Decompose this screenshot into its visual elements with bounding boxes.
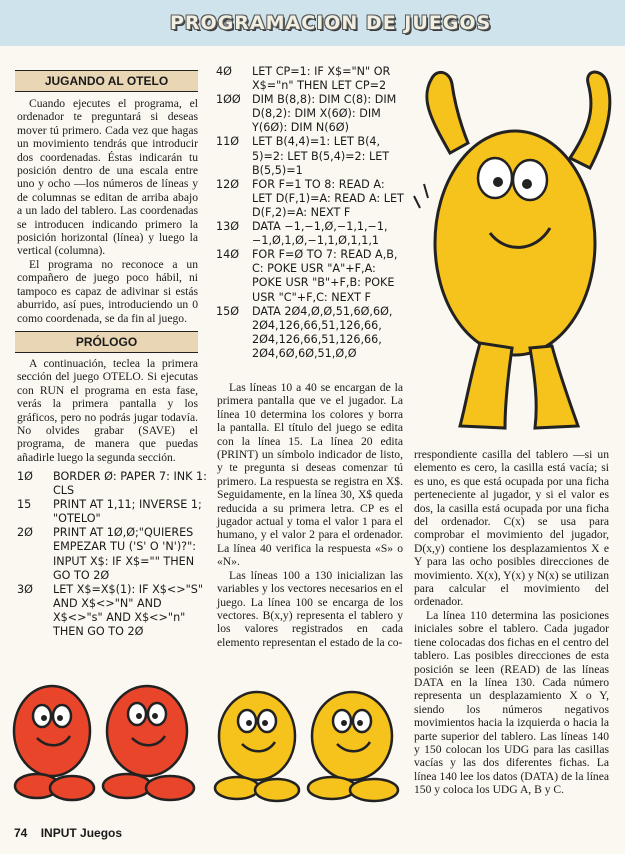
jugando-paragraph-2: El programa no reconoce a un compañero de juego poco hábil, ni tampoco es capaz de adivinar si estás aburrido, así pues, introduciendo un 0 como coordenada, se da fin al juego.	[17, 257, 198, 325]
code-text: B(5,5)=1	[252, 163, 303, 177]
code-text: PRINT AT 1Ø,Ø;"QUIERES	[53, 526, 194, 540]
code-text: C: POKE USR "A"+F,A:	[252, 262, 376, 276]
code-text: DATA 2Ø4,Ø,Ø,51,6Ø,6Ø,	[252, 304, 393, 318]
code-line-number: 1Ø	[17, 470, 33, 483]
explanation-lines-10-40: Las líneas 10 a 40 se encargan de la primera pantalla que ve el jugador. La línea 10 determina los colores y borra la pantalla. El título del juego se edita con la línea 15. La línea 20 edita (PRINT) un símbolo indicador de listo, y te pregunta si deseas comenzar tú primero. La respuesta se registra en X$. Seguidamente, en la línea 30, X$ queda reducida a su primera letra. CP es el jugador actual y toma el valor 1 para el humano, y el valor 2 para el ordenador. La línea 40 verifica la respuesta «S» o «N».	[217, 381, 403, 569]
code-line-number: 11Ø	[216, 135, 240, 149]
code-text: LET CP=1: IF X$="N" OR	[252, 65, 391, 78]
code-line	[216, 220, 412, 248]
code-line	[17, 498, 207, 526]
code-line	[17, 470, 207, 498]
code-text: LET X$=X$(1): IF X$<>"S"	[53, 582, 204, 596]
code-line-number: 2Ø	[17, 526, 33, 540]
code-line	[216, 135, 412, 177]
code-text: 2Ø4,126,66,51,126,66,	[252, 332, 382, 346]
code-text: X$="n" THEN LET CP=2	[252, 79, 387, 93]
code-text: FOR F=1 TO 8: READ A:	[252, 177, 385, 191]
explanation-lines-110-150: La línea 110 determina las posiciones iniciales sobre el tablero. Cada jugador tiene colocadas dos fichas en el centro del tablero. Las posibles direcciones de esta posición se leen (READ) de las líneas DATA en la línea 130. Cada número representa un desplazamiento X o Y, siendo los números negativos movimientos hacia la izquierda o hacia la parte superior del tablero. Las líneas 140 y 150 colocan los UDG para las casillas vacías y las dos diferentes fichas. La línea 140 lee los datos (DATA) de la línea 150 y coloca los UDG A, B y C.	[414, 608, 609, 797]
code-listing-middle	[216, 65, 412, 361]
page-footer	[14, 826, 122, 840]
code-text: D(8,2): DIM X(6Ø): DIM	[252, 107, 381, 121]
explanation-continuation: rrespondiente casilla del tablero —si un elemento es cero, la casilla está vacía; si es uno, es que está ocupada por una ficha perteneciente al jugador, y si el valor es dos, la casilla está ocupada por una ficha del ordenador. C(x) se usa para comprobar el movimiento del jugador, D(x,y) contiene los desplazamientos X e Y para las ocho posibles direcciones de movimiento. X(x), Y(x) y N(x) se utilizan para calcular el movimiento del ordenador.	[414, 448, 609, 609]
code-text: THEN GO TO 2Ø	[53, 625, 144, 639]
code-line	[216, 305, 412, 361]
code-line	[17, 526, 207, 582]
code-text: 2Ø4,126,66,51,126,66,	[252, 318, 382, 332]
code-text: 5)=2: LET B(5,4)=2: LET	[252, 149, 390, 163]
code-line-number: 13Ø	[216, 220, 240, 234]
code-line-number: 15	[17, 498, 32, 512]
code-line-number: 4Ø	[216, 65, 232, 78]
code-text: Y(6Ø): DIM N(6Ø)	[252, 121, 349, 135]
code-text: EMPEZAR TU ('S' O 'N')?":	[53, 540, 197, 554]
explanation-middle	[217, 381, 403, 649]
code-listing-left	[17, 470, 207, 639]
section-heading-prologo: PRÓLOGO	[15, 331, 198, 353]
code-text: FOR F=Ø TO 7: READ A,B,	[252, 248, 398, 262]
code-text: AND X$<>"N" AND	[53, 596, 162, 610]
publication-name: INPUT Juegos	[40, 826, 123, 840]
code-line	[216, 93, 412, 135]
code-line-number: 12Ø	[216, 177, 240, 191]
explanation-right	[414, 448, 609, 797]
code-text: GO TO 2Ø	[53, 568, 110, 582]
code-text: DIM B(8,8): DIM C(8): DIM	[252, 93, 397, 107]
page-header-title: PROGRAMACION DE JUEGOS	[170, 12, 492, 34]
page-number: 74	[14, 826, 28, 840]
mascots-row-illustration	[12, 676, 412, 811]
code-line	[17, 583, 207, 639]
code-line-number: 1ØØ	[216, 93, 241, 107]
section-heading-jugando: JUGANDO AL OTELO	[15, 70, 198, 92]
code-text: POKE USR "B"+F,B: POKE	[252, 276, 395, 290]
code-line	[216, 65, 412, 93]
code-text: X$<>"s" AND X$<>"n"	[53, 610, 186, 624]
code-line	[216, 178, 412, 220]
code-text: DATA −1,−1,Ø,−1,1,−1,	[252, 220, 388, 234]
prologo-paragraph-1: A continuación, teclea la primera sección del juego OTELO. Si ejecutas con RUN el programa en esta fase, verás la primera pantalla y los gráficos, pero no podrás jugar todavía. No olvides grabar (SAVE) el programa, de manera que puedas añadirle luego la segunda sección.	[17, 357, 198, 464]
jugando-paragraph-1: Cuando ejecutes el programa, el ordenador te preguntará si deseas mover tú primero. Cada vez que hagas un movimiento tendrás que introducir dos coordenadas. Éstas indicarán tu posición dentro de una escala entre uno y ocho —los números de líneas y de columnas se editan de arriba abajo a un lado del tablero. Las coordenadas se introducen indicando primero la posición horizontal (línea) y luego la vertical (columna).	[17, 97, 198, 258]
explanation-lines-100-130: Las líneas 100 a 130 inicializan las variables y los vectores necesarios en el juego. La línea 100 se encarga de los vectores. B(x,y) representa el tablero y los valores registrados en cada elemento representan el estado de la co-	[217, 568, 403, 649]
code-text: LET B(4,4)=1: LET B(4,	[252, 135, 381, 149]
code-text: "OTELO"	[53, 512, 101, 526]
code-text: D(F,2)=A: NEXT F	[252, 205, 351, 219]
code-text: −1,Ø,1,Ø,−1,1,Ø,1,1,1	[252, 234, 379, 248]
code-line-number: 3Ø	[17, 582, 33, 596]
code-text: CLS	[53, 484, 75, 498]
code-text: 2Ø4,6Ø,6Ø,51,Ø,Ø	[252, 346, 357, 360]
code-line	[216, 248, 412, 304]
yellow-mascot-illustration	[410, 58, 625, 443]
code-line-number: 15Ø	[216, 304, 240, 318]
code-text: INPUT X$: IF X$="" THEN	[53, 554, 195, 568]
code-text: PRINT AT 1,11; INVERSE 1;	[53, 498, 202, 512]
code-text: LET D(F,1)=A: READ A: LET	[252, 191, 404, 205]
jugando-body	[17, 97, 198, 325]
code-line-number: 14Ø	[216, 248, 240, 262]
code-text: USR "C"+F,C: NEXT F	[252, 290, 371, 304]
prologo-body	[17, 357, 198, 464]
code-text: BORDER Ø: PAPER 7: INK 1:	[53, 470, 207, 483]
